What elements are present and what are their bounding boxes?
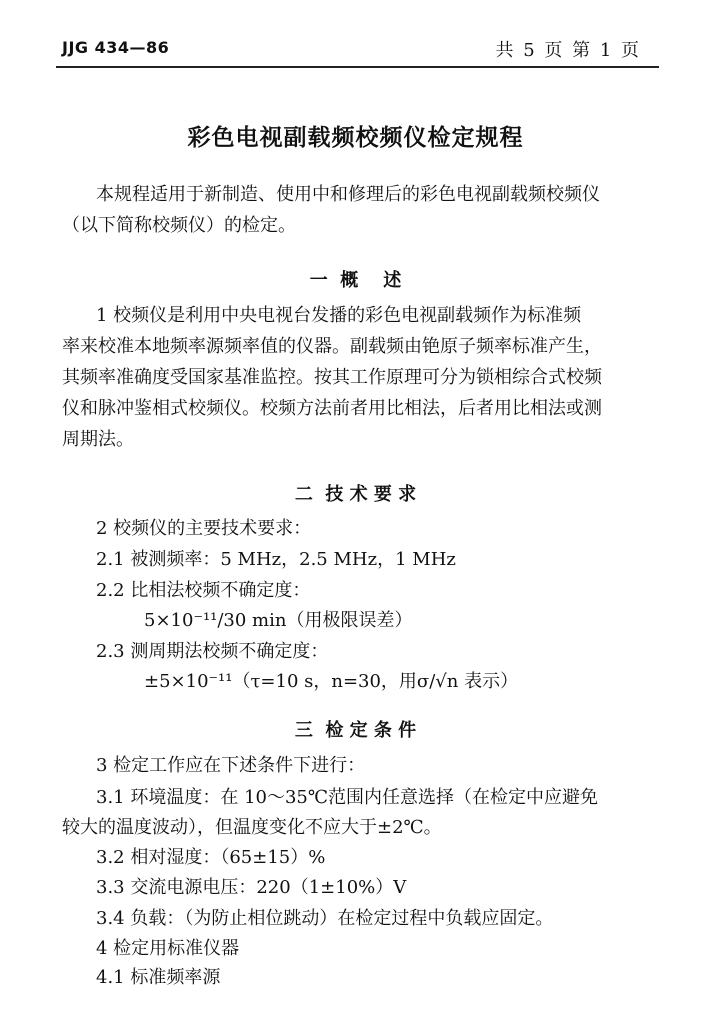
intro-line: 本规程适用于新制造、使用中和修理后的彩色电视副载频校频仪	[96, 184, 600, 205]
formula-line: ±5×10⁻¹¹（τ=10 s，n=30，用σ/√n 表示）	[144, 671, 519, 692]
paragraph-line: 周期法。	[62, 429, 134, 450]
paragraph-line: 1 校频仪是利用中央电视台发播的彩色电视副载频作为标准频	[96, 305, 582, 326]
page-info: 共 5 页 第 1 页	[495, 40, 641, 61]
list-item: 2.2 比相法校频不确定度：	[96, 580, 311, 601]
section-heading-technical-requirements: 二 技 术 要 求	[294, 484, 417, 505]
formula-line: 5×10⁻¹¹/30 min（用极限误差）	[144, 610, 413, 631]
list-item: 3.2 相对湿度：（65±15）%	[96, 847, 326, 868]
section-heading-verification-conditions: 三 检 定 条 件	[294, 720, 417, 741]
section-heading-overview: 一 概 述	[309, 270, 402, 291]
list-item: 4 检定用标准仪器	[96, 938, 240, 959]
intro-line: （以下简称校频仪）的检定。	[62, 215, 296, 236]
list-item: 3.1 环境温度：在 10～35℃范围内任意选择（在检定中应避免	[96, 787, 599, 808]
list-item: 较大的温度波动），但温度变化不应大于±2℃。	[62, 817, 442, 838]
list-item: 3 检定工作应在下述条件下进行：	[96, 755, 366, 776]
list-item: 3.4 负载：（为防止相位跳动）在检定过程中负载应固定。	[96, 908, 554, 929]
header-rule	[56, 66, 659, 68]
list-item: 2.1 被测频率：5 MHz，2.5 MHz，1 MHz	[96, 549, 456, 570]
list-item: 4.1 标准频率源	[96, 967, 221, 988]
paragraph-line: 仪和脉冲鉴相式校频仪。校频方法前者用比相法，后者用比相法或测	[62, 398, 602, 419]
list-item: 3.3 交流电源电压：220（1±10%）V	[96, 877, 407, 898]
document-title: 彩色电视副载频校频仪检定规程	[187, 125, 524, 151]
paragraph-line: 率来校准本地频率源频率值的仪器。副载频由铯原子频率标准产生，	[62, 336, 602, 357]
paragraph-line: 其频率准确度受国家基准监控。按其工作原理可分为锁相综合式校频	[62, 367, 602, 388]
list-item: 2.3 测周期法校频不确定度：	[96, 641, 329, 662]
standard-code: JJG 434—86	[62, 38, 170, 57]
list-item: 2 校频仪的主要技术要求：	[96, 518, 312, 539]
